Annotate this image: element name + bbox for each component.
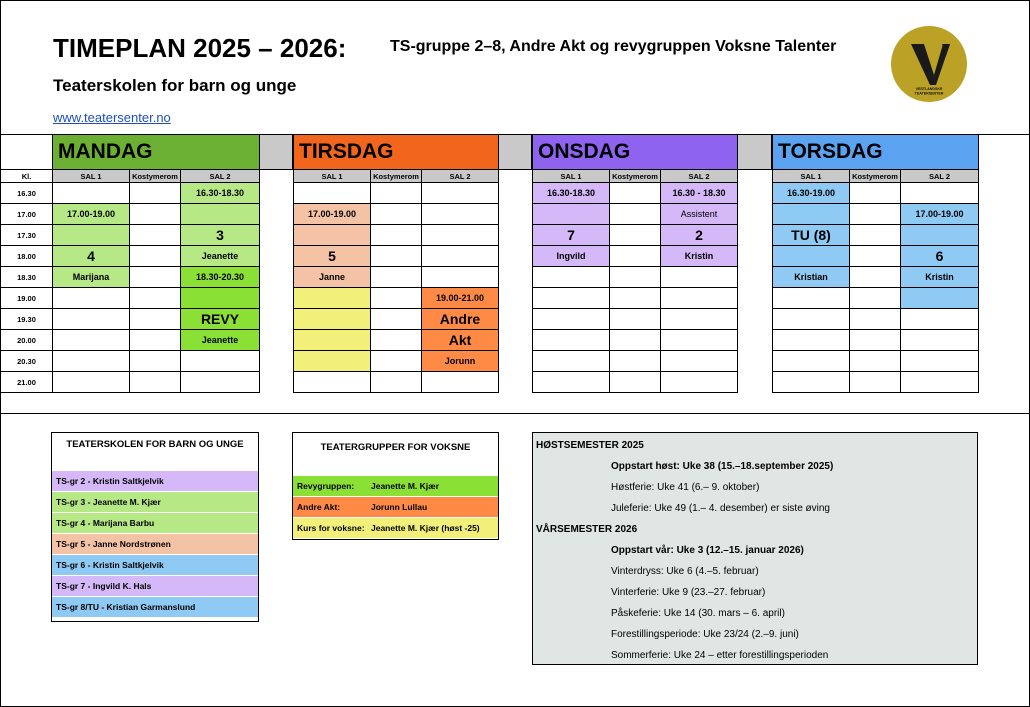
cell <box>294 288 371 309</box>
cell <box>294 330 371 351</box>
cell <box>661 309 738 330</box>
cell <box>371 204 422 225</box>
cell: Janne <box>294 267 371 288</box>
cell: Jeanette <box>181 246 260 267</box>
cell: 18.30-20.30 <box>181 267 260 288</box>
legend-label: Andre Akt: <box>297 502 341 512</box>
cell <box>850 330 901 351</box>
cell <box>661 330 738 351</box>
legend-row: TS-gr 5 - Janne Nordstrønen <box>52 533 258 554</box>
cell <box>422 183 499 204</box>
cell <box>294 183 371 204</box>
semester-info <box>532 432 978 665</box>
cell <box>294 309 371 330</box>
cell <box>850 288 901 309</box>
schedule-onsdag <box>532 134 738 393</box>
cell <box>130 351 181 372</box>
cell: 17.00-19.00 <box>53 204 130 225</box>
time-label: 21.00 <box>1 372 53 393</box>
cell <box>901 351 979 372</box>
cell <box>53 288 130 309</box>
cell: Jeanette <box>181 330 260 351</box>
legend-kids-title: TEATERSKOLEN FOR BARN OG UNGE <box>66 439 244 450</box>
cell <box>610 183 661 204</box>
legend-row <box>293 517 498 538</box>
cell <box>533 267 610 288</box>
cell: 16.30-18.30 <box>181 183 260 204</box>
kl-header-blank <box>1 135 53 170</box>
cell: 3 <box>181 225 260 246</box>
col-kostymerom: Kostymerom <box>850 170 901 183</box>
cell <box>533 372 610 393</box>
cell <box>130 225 181 246</box>
legend-person: Jeanette M. Kjær <box>371 481 440 491</box>
cell <box>422 225 499 246</box>
legend-row: TS-gr 6 - Kristin Saltkjelvik <box>52 554 258 575</box>
time-label: 16.30 <box>1 183 53 204</box>
cell <box>294 372 371 393</box>
legend-adults <box>292 432 499 540</box>
cell <box>901 288 979 309</box>
middle-divider <box>0 413 1030 414</box>
cell <box>371 351 422 372</box>
header-gap <box>498 134 532 170</box>
header-gap <box>259 134 293 170</box>
cell: 19.00-21.00 <box>422 288 499 309</box>
legend-label: Kurs for voksne: <box>297 523 365 533</box>
autumn-start: Oppstart høst: Uke 38 (15.–18.september 2025) <box>611 461 834 472</box>
cell <box>181 204 260 225</box>
cell <box>371 330 422 351</box>
cell: Akt <box>422 330 499 351</box>
cell: 4 <box>53 246 130 267</box>
cell <box>773 351 850 372</box>
cell <box>533 204 610 225</box>
cell <box>422 246 499 267</box>
cell <box>53 372 130 393</box>
legend-adults-title: TEATERGRUPPER FOR VOKSNE <box>320 442 471 453</box>
logo-text-2: TEATERSENTER <box>914 91 944 96</box>
cell <box>661 288 738 309</box>
cell: Kristin <box>661 246 738 267</box>
schedule-tirsdag <box>293 134 499 393</box>
legend-person: Jorunn Lullau <box>371 502 428 512</box>
day-header-torsdag: TORSDAG <box>773 135 979 170</box>
legend-label: Revygruppen: <box>297 481 355 491</box>
day-header-tirsdag: TIRSDAG <box>294 135 499 170</box>
cell <box>422 372 499 393</box>
cell: Assistent <box>661 204 738 225</box>
cell <box>661 351 738 372</box>
cell <box>53 330 130 351</box>
cell <box>850 372 901 393</box>
cell <box>610 309 661 330</box>
time-label: 18.30 <box>1 267 53 288</box>
cell: REVY <box>181 309 260 330</box>
legend-row: TS-gr 4 - Marijana Barbu <box>52 512 258 533</box>
cell <box>901 225 979 246</box>
legend-person: Jeanette M. Kjær (høst -25) <box>371 523 480 533</box>
cell <box>610 267 661 288</box>
cell <box>850 183 901 204</box>
day-header-mandag: MANDAG <box>53 135 260 170</box>
cell: 6 <box>901 246 979 267</box>
cell <box>181 351 260 372</box>
cell <box>130 288 181 309</box>
cell <box>610 246 661 267</box>
time-label: 19.30 <box>1 309 53 330</box>
cell: Kristian <box>773 267 850 288</box>
legend-kids <box>51 432 259 622</box>
cell: Marijana <box>53 267 130 288</box>
time-label: 18.00 <box>1 246 53 267</box>
cell <box>533 309 610 330</box>
cell <box>533 351 610 372</box>
col-sal2: SAL 2 <box>422 170 499 183</box>
legend-row: TS-gr 2 - Kristin Saltkjelvik <box>52 470 258 491</box>
time-label: 17.00 <box>1 204 53 225</box>
cell <box>850 204 901 225</box>
cell <box>901 330 979 351</box>
cell <box>130 330 181 351</box>
autumn-title: HØSTSEMESTER 2025 <box>536 440 644 451</box>
cell <box>371 372 422 393</box>
cell <box>901 372 979 393</box>
cell: 16.30-18.30 <box>533 183 610 204</box>
cell <box>773 372 850 393</box>
cell <box>773 330 850 351</box>
legend-row <box>293 475 498 496</box>
col-sal1: SAL 1 <box>773 170 850 183</box>
cell <box>371 267 422 288</box>
col-sal2: SAL 2 <box>901 170 979 183</box>
cell: 5 <box>294 246 371 267</box>
cell <box>661 267 738 288</box>
col-sal2: SAL 2 <box>661 170 738 183</box>
schedule-mandag <box>0 134 260 393</box>
col-sal2: SAL 2 <box>181 170 260 183</box>
cell <box>773 309 850 330</box>
cell: 17.00-19.00 <box>294 204 371 225</box>
legend-row <box>293 496 498 517</box>
cell <box>371 183 422 204</box>
cell <box>610 288 661 309</box>
autumn-break: Høstferie: Uke 41 (6.– 9. oktober) <box>611 482 760 493</box>
time-label: 20.30 <box>1 351 53 372</box>
cell <box>371 309 422 330</box>
cell <box>661 372 738 393</box>
col-kostymerom: Kostymerom <box>371 170 422 183</box>
cell <box>130 309 181 330</box>
cell <box>53 225 130 246</box>
cell: 16.30 - 18.30 <box>661 183 738 204</box>
cell <box>422 204 499 225</box>
legend-row: TS-gr 8/TU - Kristian Garmanslund <box>52 596 258 617</box>
legend-row: TS-gr 3 - Jeanette M. Kjær <box>52 491 258 512</box>
page-subtitle: TS-gruppe 2–8, Andre Akt og revygruppen Voksne Talenter <box>390 38 837 55</box>
cell: 7 <box>533 225 610 246</box>
col-sal1: SAL 1 <box>53 170 130 183</box>
schedule-torsdag <box>772 134 979 393</box>
cell <box>294 351 371 372</box>
cell <box>53 183 130 204</box>
cell <box>53 351 130 372</box>
time-label: 19.00 <box>1 288 53 309</box>
time-label: 20.00 <box>1 330 53 351</box>
col-sal1: SAL 1 <box>533 170 610 183</box>
day-header-onsdag: ONSDAG <box>533 135 738 170</box>
cell <box>422 267 499 288</box>
easter-break: Påskeferie: Uke 14 (30. mars – 6. april) <box>611 608 785 619</box>
cell: Kristin <box>901 267 979 288</box>
cell <box>901 309 979 330</box>
legend-row: TS-gr 7 - Ingvild K. Hals <box>52 575 258 596</box>
header-gap <box>737 134 772 170</box>
cell <box>130 372 181 393</box>
school-name: Teaterskolen for barn og unge <box>53 76 297 95</box>
spring-title: VÅRSEMESTER 2026 <box>536 524 638 535</box>
cell: TU (8) <box>773 225 850 246</box>
cell <box>371 246 422 267</box>
col-sal1: SAL 1 <box>294 170 371 183</box>
cell: 2 <box>661 225 738 246</box>
cell <box>53 309 130 330</box>
cell <box>294 225 371 246</box>
cell <box>610 351 661 372</box>
christmas-break: Juleferie: Uke 49 (1.– 4. desember) er siste øving <box>611 503 830 514</box>
cell <box>773 288 850 309</box>
cell <box>533 330 610 351</box>
cell <box>130 246 181 267</box>
logo-text-1: VESTLANDSKE <box>915 87 943 91</box>
cell: Ingvild <box>533 246 610 267</box>
cell <box>850 351 901 372</box>
cell <box>371 288 422 309</box>
summer-break: Sommerferie: Uke 24 – etter forestillingsperioden <box>611 650 829 661</box>
page-title: TIMEPLAN 2025 – 2026: <box>53 33 347 63</box>
cell: 16.30-19.00 <box>773 183 850 204</box>
vestlandske-teatersenter-logo <box>890 25 968 103</box>
cell <box>850 267 901 288</box>
cell <box>850 225 901 246</box>
cell <box>130 183 181 204</box>
cell <box>610 225 661 246</box>
cell: 17.00-19.00 <box>901 204 979 225</box>
spring-start: Oppstart vår: Uke 3 (12.–15. januar 2026) <box>611 545 804 556</box>
cell <box>610 372 661 393</box>
cell <box>773 246 850 267</box>
cell <box>850 246 901 267</box>
time-label: 17.30 <box>1 225 53 246</box>
cell <box>130 204 181 225</box>
cell <box>610 330 661 351</box>
cell: Jorunn <box>422 351 499 372</box>
website-link[interactable]: www.teatersenter.no <box>53 110 171 125</box>
kl-label: Kl. <box>1 170 53 183</box>
cell: Andre <box>422 309 499 330</box>
cell <box>850 309 901 330</box>
cell <box>773 204 850 225</box>
cell <box>130 267 181 288</box>
cell <box>181 372 260 393</box>
cell <box>610 204 661 225</box>
cell <box>181 288 260 309</box>
cell <box>533 288 610 309</box>
winter-drift: Vinterdryss: Uke 6 (4.–5. februar) <box>611 566 759 577</box>
cell <box>371 225 422 246</box>
col-kostymerom: Kostymerom <box>130 170 181 183</box>
performance-period: Forestillingsperiode: Uke 23/24 (2.–9. juni) <box>611 629 799 640</box>
cell <box>901 183 979 204</box>
winter-break: Vinterferie: Uke 9 (23.–27. februar) <box>611 587 766 598</box>
col-kostymerom: Kostymerom <box>610 170 661 183</box>
